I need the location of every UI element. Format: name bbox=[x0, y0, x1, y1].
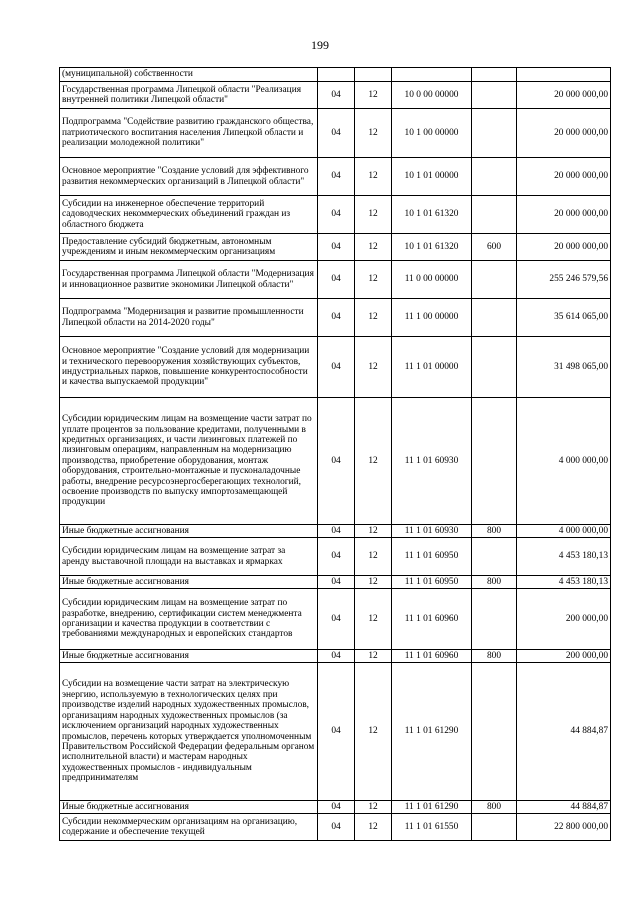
row-amount: 200 000,00 bbox=[517, 589, 611, 650]
row-subsection: 12 bbox=[355, 337, 392, 398]
row-subsection: 12 bbox=[355, 589, 392, 650]
row-expense-type bbox=[472, 299, 517, 337]
row-name: Субсидии некоммерческим организациям на организацию, содержание и обеспечение текущей bbox=[60, 814, 318, 841]
row-subsection: 12 bbox=[355, 576, 392, 589]
row-name: Подпрограмма "Модернизация и развитие промышленности Липецкой области на 2014-2020 годы" bbox=[60, 299, 318, 337]
row-expense-type bbox=[472, 82, 517, 109]
row-target-article: 11 1 01 61290 bbox=[392, 663, 472, 801]
row-name: Иные бюджетные ассигнования bbox=[60, 650, 318, 663]
row-section bbox=[318, 68, 355, 82]
row-subsection: 12 bbox=[355, 82, 392, 109]
row-subsection: 12 bbox=[355, 814, 392, 841]
row-subsection: 12 bbox=[355, 158, 392, 196]
row-expense-type: 600 bbox=[472, 234, 517, 261]
row-name: Государственная программа Липецкой области "Реализация внутренней политики Липецкой области" bbox=[60, 82, 318, 109]
row-expense-type bbox=[472, 398, 517, 525]
row-name: Подпрограмма "Содействие развитию гражданского общества, патриотического воспитания населения Липецкой области и реализации молодежной политики" bbox=[60, 109, 318, 158]
row-subsection: 12 bbox=[355, 261, 392, 299]
row-subsection: 12 bbox=[355, 234, 392, 261]
row-target-article: 11 1 01 60930 bbox=[392, 525, 472, 538]
row-name: Основное мероприятие "Создание условий для эффективного развития некоммерческих организаций в Липецкой области" bbox=[60, 158, 318, 196]
row-expense-type: 800 bbox=[472, 525, 517, 538]
row-expense-type bbox=[472, 663, 517, 801]
budget-table bbox=[59, 67, 611, 841]
row-amount bbox=[517, 68, 611, 82]
row-expense-type bbox=[472, 158, 517, 196]
row-amount: 4 453 180,13 bbox=[517, 538, 611, 576]
table-row bbox=[60, 398, 611, 525]
row-section: 04 bbox=[318, 538, 355, 576]
table-row bbox=[60, 337, 611, 398]
row-section: 04 bbox=[318, 82, 355, 109]
row-target-article: 11 1 01 60950 bbox=[392, 576, 472, 589]
row-target-article: 10 0 00 00000 bbox=[392, 82, 472, 109]
row-subsection: 12 bbox=[355, 196, 392, 234]
row-section: 04 bbox=[318, 109, 355, 158]
row-section: 04 bbox=[318, 801, 355, 814]
row-amount: 22 800 000,00 bbox=[517, 814, 611, 841]
row-section: 04 bbox=[318, 589, 355, 650]
row-section: 04 bbox=[318, 398, 355, 525]
row-expense-type bbox=[472, 196, 517, 234]
row-amount: 44 884,87 bbox=[517, 801, 611, 814]
table-row bbox=[60, 663, 611, 801]
row-target-article: 11 1 01 00000 bbox=[392, 337, 472, 398]
row-amount: 20 000 000,00 bbox=[517, 109, 611, 158]
row-target-article: 11 1 00 00000 bbox=[392, 299, 472, 337]
table-row bbox=[60, 158, 611, 196]
row-section: 04 bbox=[318, 261, 355, 299]
table-row bbox=[60, 109, 611, 158]
row-target-article: 11 0 00 00000 bbox=[392, 261, 472, 299]
table-row bbox=[60, 299, 611, 337]
row-target-article: 11 1 01 61290 bbox=[392, 801, 472, 814]
row-target-article: 10 1 01 61320 bbox=[392, 234, 472, 261]
row-name: Иные бюджетные ассигнования bbox=[60, 525, 318, 538]
row-subsection: 12 bbox=[355, 109, 392, 158]
row-name: Субсидии юридическим лицам на возмещение части затрат по уплате процентов за пользование кредитами, полученными в кредитных организациях, и части лизинговых платежей по лизинговым операциям, направленным на модернизацию производства, приобретение оборудования, монтаж оборудования, строительно-монтажные и пусконаладочные работы, внедрение ресурсоэнергосберегающих технологий, освоение производств по выпуску импортозамещающей продукции bbox=[60, 398, 318, 525]
row-target-article bbox=[392, 68, 472, 82]
row-name: (муниципальной) собственности bbox=[60, 68, 318, 82]
row-expense-type: 800 bbox=[472, 801, 517, 814]
row-section: 04 bbox=[318, 234, 355, 261]
row-amount: 20 000 000,00 bbox=[517, 196, 611, 234]
row-name: Государственная программа Липецкой области "Модернизация и инновационное развитие экономики Липецкой области" bbox=[60, 261, 318, 299]
row-target-article: 11 1 01 60960 bbox=[392, 650, 472, 663]
row-target-article: 11 1 01 60960 bbox=[392, 589, 472, 650]
row-name: Основное мероприятие "Создание условий для модернизации и технического перевооружения хозяйствующих субъектов, индустриальных парков, повышение конкурентоспособности и качества выпускаемой продукции" bbox=[60, 337, 318, 398]
table-row bbox=[60, 68, 611, 82]
row-amount: 44 884,87 bbox=[517, 663, 611, 801]
budget-table-body bbox=[60, 68, 611, 841]
row-name: Субсидии на инженерное обеспечение территорий садоводческих некоммерческих объединений граждан из областного бюджета bbox=[60, 196, 318, 234]
row-amount: 4 000 000,00 bbox=[517, 525, 611, 538]
row-expense-type bbox=[472, 109, 517, 158]
table-row bbox=[60, 196, 611, 234]
row-section: 04 bbox=[318, 814, 355, 841]
table-row bbox=[60, 801, 611, 814]
table-row bbox=[60, 234, 611, 261]
row-subsection bbox=[355, 68, 392, 82]
row-expense-type bbox=[472, 814, 517, 841]
row-target-article: 10 1 00 00000 bbox=[392, 109, 472, 158]
row-name: Субсидии на возмещение части затрат на электрическую энергию, используемую в технологических целях при производстве изделий народных художественных промыслов, организациям народных художественных промыслов (за исключением организаций народных художественных промыслов, перечень которых утверждается уполномоченным Правительством Российской Федерации федеральным органом исполнительной власти) и мастерам народных художественных промыслов - индивидуальным предпринимателям bbox=[60, 663, 318, 801]
row-section: 04 bbox=[318, 576, 355, 589]
row-amount: 20 000 000,00 bbox=[517, 82, 611, 109]
row-expense-type: 800 bbox=[472, 650, 517, 663]
row-name: Субсидии юридическим лицам на возмещение затрат по разработке, внедрению, сертификации систем менеджмента организации и качества продукции в соответствии с требованиями международных и европейских стандартов bbox=[60, 589, 318, 650]
row-subsection: 12 bbox=[355, 525, 392, 538]
table-row bbox=[60, 261, 611, 299]
row-section: 04 bbox=[318, 337, 355, 398]
row-section: 04 bbox=[318, 663, 355, 801]
row-amount: 20 000 000,00 bbox=[517, 158, 611, 196]
row-expense-type bbox=[472, 261, 517, 299]
table-row bbox=[60, 576, 611, 589]
row-expense-type bbox=[472, 538, 517, 576]
row-target-article: 10 1 01 61320 bbox=[392, 196, 472, 234]
row-amount: 255 246 579,56 bbox=[517, 261, 611, 299]
row-subsection: 12 bbox=[355, 538, 392, 576]
row-subsection: 12 bbox=[355, 650, 392, 663]
row-amount: 31 498 065,00 bbox=[517, 337, 611, 398]
row-name: Предоставление субсидий бюджетным, автономным учреждениям и иным некоммерческим организациям bbox=[60, 234, 318, 261]
row-section: 04 bbox=[318, 525, 355, 538]
table-row bbox=[60, 650, 611, 663]
table-row bbox=[60, 814, 611, 841]
row-amount: 4 453 180,13 bbox=[517, 576, 611, 589]
row-amount: 20 000 000,00 bbox=[517, 234, 611, 261]
row-amount: 4 000 000,00 bbox=[517, 398, 611, 525]
row-section: 04 bbox=[318, 196, 355, 234]
row-subsection: 12 bbox=[355, 663, 392, 801]
row-target-article: 11 1 01 60930 bbox=[392, 398, 472, 525]
table-row bbox=[60, 538, 611, 576]
row-target-article: 11 1 01 61550 bbox=[392, 814, 472, 841]
row-target-article: 11 1 01 60950 bbox=[392, 538, 472, 576]
row-subsection: 12 bbox=[355, 801, 392, 814]
row-expense-type: 800 bbox=[472, 576, 517, 589]
row-expense-type bbox=[472, 589, 517, 650]
row-target-article: 10 1 01 00000 bbox=[392, 158, 472, 196]
row-amount: 35 614 065,00 bbox=[517, 299, 611, 337]
table-row bbox=[60, 589, 611, 650]
row-name: Иные бюджетные ассигнования bbox=[60, 576, 318, 589]
row-expense-type bbox=[472, 337, 517, 398]
table-row bbox=[60, 82, 611, 109]
table-row bbox=[60, 525, 611, 538]
row-section: 04 bbox=[318, 299, 355, 337]
row-name: Субсидии юридическим лицам на возмещение затрат за аренду выставочной площади на выставках и ярмарках bbox=[60, 538, 318, 576]
row-name: Иные бюджетные ассигнования bbox=[60, 801, 318, 814]
row-subsection: 12 bbox=[355, 398, 392, 525]
row-section: 04 bbox=[318, 158, 355, 196]
row-amount: 200 000,00 bbox=[517, 650, 611, 663]
row-section: 04 bbox=[318, 650, 355, 663]
row-subsection: 12 bbox=[355, 299, 392, 337]
row-expense-type bbox=[472, 68, 517, 82]
page-number: 199 bbox=[311, 38, 329, 52]
